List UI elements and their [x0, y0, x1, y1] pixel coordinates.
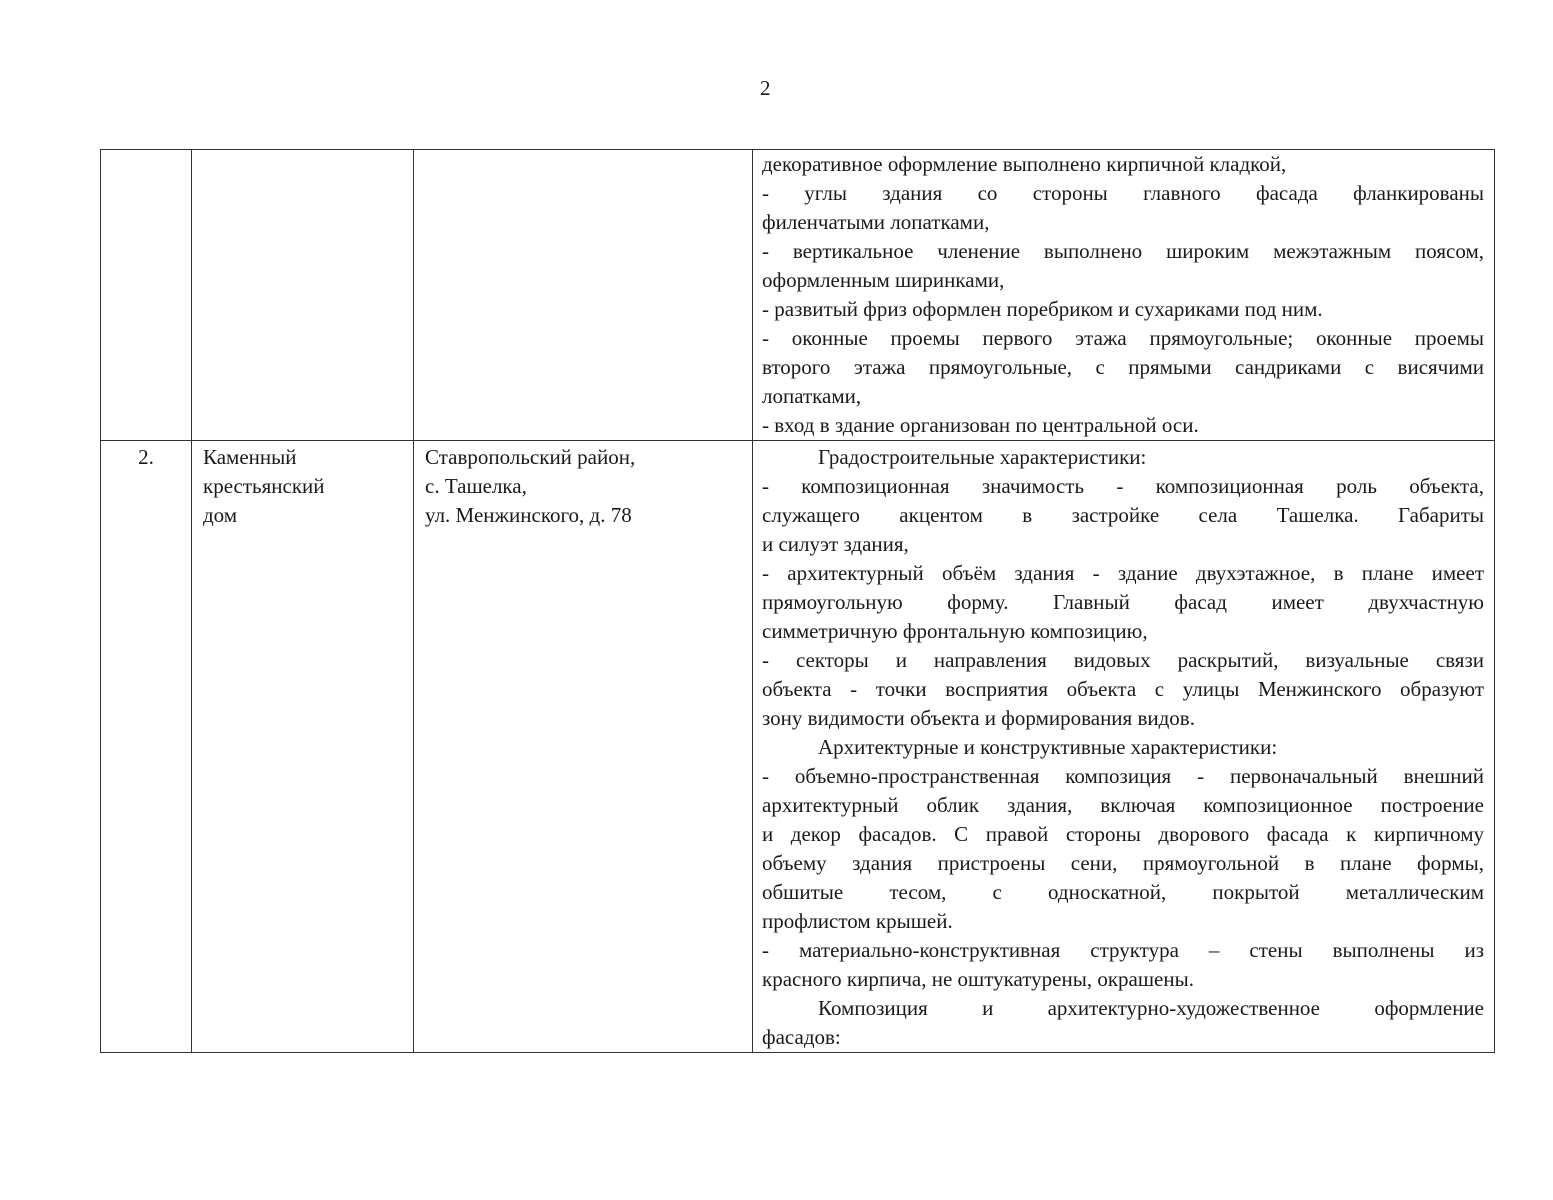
object-name-line: крестьянский: [203, 474, 325, 498]
description-line: - композиционная значимость - композиционная роль объекта,: [762, 474, 1484, 498]
description-cell: [753, 150, 1495, 441]
description-line: - архитектурный объём здания - здание двухэтажное, в плане имеет: [762, 561, 1484, 585]
object-name-line: дом: [203, 503, 238, 527]
description-line: Градостроительные характеристики:: [818, 445, 1147, 469]
description-line: - вход в здание организован по центральной оси.: [762, 413, 1199, 437]
description-line: второго этажа прямоугольные, с прямыми сандриками с висячими: [762, 355, 1484, 379]
description-line: симметричную фронтальную композицию,: [762, 619, 1148, 643]
table-row: [101, 441, 1495, 1053]
address-cell: [414, 441, 753, 1053]
description-line: объему здания пристроены сени, прямоугольной в плане формы,: [762, 851, 1484, 875]
object-name-cell: [192, 441, 414, 1053]
description-line: красного кирпича, не оштукатурены, окрашены.: [762, 967, 1194, 991]
description-line: Композиция и архитектурно-художественное оформление: [818, 996, 1484, 1020]
description-line: - оконные проемы первого этажа прямоугольные; оконные проемы: [762, 326, 1484, 350]
description-cell: [753, 441, 1495, 1053]
description-line: - объемно-пространственная композиция - первоначальный внешний: [762, 764, 1484, 788]
description-line: архитектурный облик здания, включая композиционное построение: [762, 793, 1484, 817]
description-line: прямоугольную форму. Главный фасад имеет двухчастную: [762, 590, 1484, 614]
address-line: ул. Менжинского, д. 78: [425, 503, 632, 527]
description-line: фасадов:: [762, 1025, 841, 1049]
page-number: 2: [760, 76, 771, 100]
description-line: профлистом крышей.: [762, 909, 953, 933]
description-line: и силуэт здания,: [762, 532, 909, 556]
description-line: обшитые тесом, с односкатной, покрытой металлическим: [762, 880, 1484, 904]
description-line: декоративное оформление выполнено кирпичной кладкой,: [762, 152, 1287, 176]
description-line: и декор фасадов. С правой стороны дворового фасада к кирпичному: [762, 822, 1484, 846]
table-row: [101, 150, 1495, 441]
description-line: служащего акцентом в застройке села Ташелка. Габариты: [762, 503, 1484, 527]
object-name-line: Каменный: [203, 445, 297, 469]
address-line: Ставропольский район,: [425, 445, 636, 469]
row-number-cell: [101, 150, 192, 441]
description-line: - вертикальное членение выполнено широким межэтажным поясом,: [762, 239, 1484, 263]
description-line: - материально-конструктивная структура – стены выполнены из: [762, 938, 1484, 962]
description-line: зону видимости объекта и формирования видов.: [762, 706, 1195, 730]
description-line: филенчатыми лопатками,: [762, 210, 990, 234]
description-line: - углы здания со стороны главного фасада фланкированы: [762, 181, 1484, 205]
description-line: Архитектурные и конструктивные характеристики:: [818, 735, 1278, 759]
description-line: - развитый фриз оформлен поребриком и сухариками под ним.: [762, 297, 1323, 321]
heritage-objects-table: [100, 149, 1495, 1053]
description-line: оформленным ширинками,: [762, 268, 1005, 292]
row-number-cell: 2.: [101, 441, 192, 1053]
description-line: - секторы и направления видовых раскрытий, визуальные связи: [762, 648, 1484, 672]
description-line: лопатками,: [762, 384, 862, 408]
object-name-cell: [192, 150, 414, 441]
address-cell: [414, 150, 753, 441]
address-line: с. Ташелка,: [425, 474, 527, 498]
description-line: объекта - точки восприятия объекта с улицы Менжинского образуют: [762, 677, 1484, 701]
